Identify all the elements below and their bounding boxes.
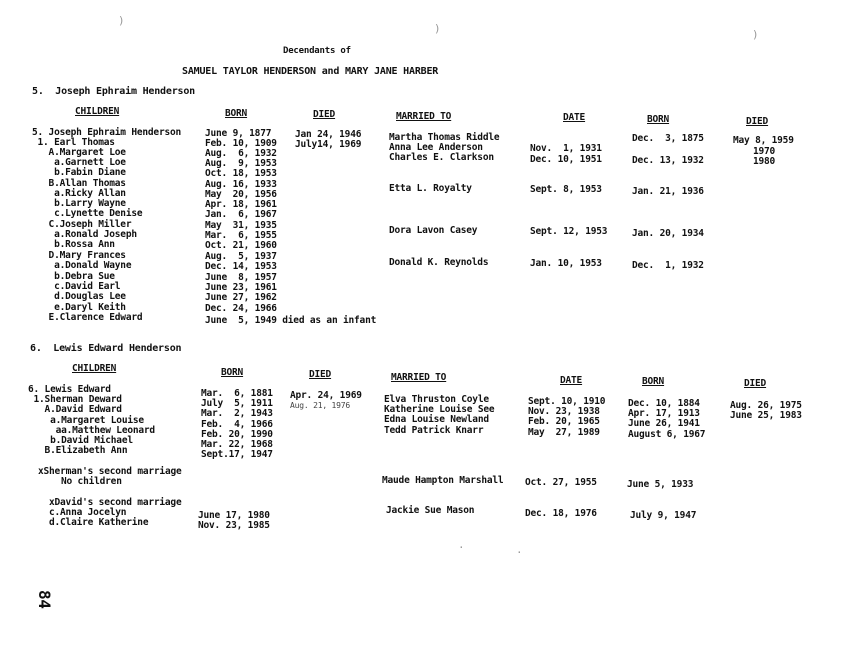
s5-spouse-died: 1970 [753,146,776,157]
s5-married-to: Charles E. Clarkson [389,152,494,163]
s6-name: 6. Lewis Edward [28,384,111,395]
s6-name: A.David Edward [28,404,122,415]
scan-speck: ) [752,28,759,41]
s5-born: Aug. 5, 1937 [205,251,277,262]
s5-header-date: DATE [563,112,586,123]
s5-spouse-born: Dec. 1, 1932 [632,260,704,271]
s5-marriage-date: Sept. 12, 1953 [530,226,608,237]
s5-name: d.Douglas Lee [32,291,126,302]
s6-born: Mar. 6, 1881 [201,388,273,399]
s5-name: A.Margaret Loe [32,147,126,158]
jackie-marriage-date: Dec. 18, 1976 [525,508,597,519]
s5-married-to: Martha Thomas Riddle [389,132,500,143]
s5-header-born: BORN [225,108,248,119]
s5-born: May 20, 1956 [205,189,277,200]
no-children-note: No children [61,476,122,487]
s5-born: Jan. 6, 1967 [205,209,277,220]
s6-header-children: CHILDREN [72,363,117,374]
s6-name: B.Elizabeth Ann [28,445,128,456]
s6-header-spouse-born: BORN [642,376,665,387]
s5-spouse-born: Jan. 21, 1936 [632,186,704,197]
s6-spouse-died: Aug. 26, 1975 [730,400,802,411]
scan-speck: · [516,546,523,559]
s5-born: Dec. 14, 1953 [205,261,277,272]
jackie-born: July 9, 1947 [630,510,697,521]
s5-header-children: CHILDREN [75,106,120,117]
s5-name: b.Debra Sue [32,271,115,282]
s6-name: b.David Michael [28,435,133,446]
s6-marriage-date: Feb. 20, 1965 [528,416,600,427]
s5-name: C.Joseph Miller [32,219,132,230]
s5-name: a.Donald Wayne [32,260,132,271]
s5-born: June 5, 1949 died as an infant [205,315,377,326]
title-line-2: SAMUEL TAYLOR HENDERSON and MARY JANE HARBER [182,66,439,77]
s6-spouse-born: August 6, 1967 [628,429,706,440]
s6-born: July 5, 1911 [201,398,273,409]
title-line-1: Decendants of [283,46,351,56]
sherman-second-marriage-note: xSherman's second marriage [38,466,182,477]
s5-spouse-born: Jan. 20, 1934 [632,228,704,239]
s6-marriage-date: Sept. 10, 1910 [528,396,606,407]
s5-married-to: Donald K. Reynolds [389,257,489,268]
s5-marriage-date: Jan. 10, 1953 [530,258,602,269]
s5-name: b.Fabin Diane [32,167,126,178]
s5-born: June 9, 1877 [205,128,272,139]
s5-name: a.Ronald Joseph [32,229,137,240]
s5-name: D.Mary Frances [32,250,126,261]
s5-name: a.Garnett Loe [32,157,126,168]
s6-header-died: DIED [309,369,332,380]
s5-died: July14, 1969 [295,139,362,150]
s5-marriage-date: Dec. 10, 1951 [530,154,602,165]
s5-spouse-born: Dec. 13, 1932 [632,155,704,166]
s6-header-married-to: MARRIED TO [391,372,447,383]
s6-name: 1.Sherman Deward [28,394,122,405]
s5-name: B.Allan Thomas [32,178,126,189]
s6-born: Mar. 2, 1943 [201,408,273,419]
s5-name: c.Lynette Denise [32,208,143,219]
s6-marriage-date: Nov. 23, 1938 [528,406,600,417]
scan-speck: ) [434,22,441,35]
s5-married-to: Etta L. Royalty [389,183,472,194]
s5-header-died: DIED [313,109,336,120]
s6-married-to: Katherine Louise See [384,404,495,415]
david-second-marriage-note: xDavid's second marriage [49,497,182,508]
s5-name: E.Clarence Edward [32,312,143,323]
s5-born: June 23, 1961 [205,282,277,293]
s6-spouse-born: Apr. 17, 1913 [628,408,700,419]
s6-name: aa.Matthew Leonard [28,425,155,436]
s6-born: Feb. 20, 1990 [201,429,273,440]
page-number: 84 [35,590,54,609]
s6-born: Sept.17, 1947 [201,449,273,460]
s5-born: June 27, 1962 [205,292,277,303]
section-6-heading: 6. Lewis Edward Henderson [30,343,182,354]
s6-header-spouse-died: DIED [744,378,767,389]
s6-spouse-born: Dec. 10, 1884 [628,398,700,409]
s5-spouse-born: Dec. 3, 1875 [632,133,704,144]
maude-born: June 5, 1933 [627,479,694,490]
scan-speck: ) [118,14,125,27]
s5-name: e.Daryl Keith [32,302,126,313]
s5-name: c.David Earl [32,281,121,292]
s6-born: Mar. 22, 1968 [201,439,273,450]
s5-name: b.Rossa Ann [32,239,115,250]
s5-marriage-date: Nov. 1, 1931 [530,143,602,154]
s5-born: Aug. 6, 1932 [205,148,277,159]
s6-marriage-date: May 27, 1989 [528,427,600,438]
s5-born: Oct. 18, 1953 [205,168,277,179]
s5-married-to: Dora Lavon Casey [389,225,478,236]
s5-name: a.Ricky Allan [32,188,126,199]
s6-later-child: c.Anna Jocelyn [49,507,127,518]
s6-died: Apr. 24, 1969 [290,390,362,401]
jackie-married-to: Jackie Sue Mason [386,505,475,516]
s5-marriage-date: Sept. 8, 1953 [530,184,602,195]
s6-later-born: Nov. 23, 1985 [198,520,270,531]
s6-header-born: BORN [221,367,244,378]
s5-spouse-died: 1980 [753,156,776,167]
maude-married-to: Maude Hampton Marshall [382,475,504,486]
s5-born: Feb. 10, 1909 [205,138,277,149]
s5-name: 5. Joseph Ephraim Henderson [32,127,182,138]
s6-died: Aug. 21, 1976 [290,401,351,410]
s6-header-date: DATE [560,375,583,386]
s5-born: May 31, 1935 [205,220,277,231]
s6-name: a.Margaret Louise [28,415,144,426]
s5-header-spouse-born: BORN [647,114,670,125]
s5-died: Jan 24, 1946 [295,129,362,140]
s6-spouse-died: June 25, 1983 [730,410,802,421]
s6-later-child: d.Claire Katherine [49,517,149,528]
s6-born: Feb. 4, 1966 [201,419,273,430]
maude-marriage-date: Oct. 27, 1955 [525,477,597,488]
s5-born: June 8, 1957 [205,272,277,283]
s6-married-to: Tedd Patrick Knarr [384,425,484,436]
s5-header-married-to: MARRIED TO [396,111,452,122]
s5-born: Aug. 9, 1953 [205,158,277,169]
section-5-heading: 5. Joseph Ephraim Henderson [32,86,195,97]
s5-born: Apr. 18, 1961 [205,199,277,210]
s6-married-to: Elva Thruston Coyle [384,394,489,405]
s5-spouse-died: May 8, 1959 [733,135,794,146]
s5-name: b.Larry Wayne [32,198,126,209]
s6-later-born: June 17, 1980 [198,510,270,521]
s5-born: Oct. 21, 1960 [205,240,277,251]
s6-married-to: Edna Louise Newland [384,414,489,425]
s5-born: Aug. 16, 1933 [205,179,277,190]
s5-born: Mar. 6, 1955 [205,230,277,241]
s5-born: Dec. 24, 1966 [205,303,277,314]
s5-name: 1. Earl Thomas [32,137,115,148]
s5-married-to: Anna Lee Anderson [389,142,483,153]
scan-speck: · [458,541,465,554]
s6-spouse-born: June 26, 1941 [628,418,700,429]
s5-header-spouse-died: DIED [746,116,769,127]
